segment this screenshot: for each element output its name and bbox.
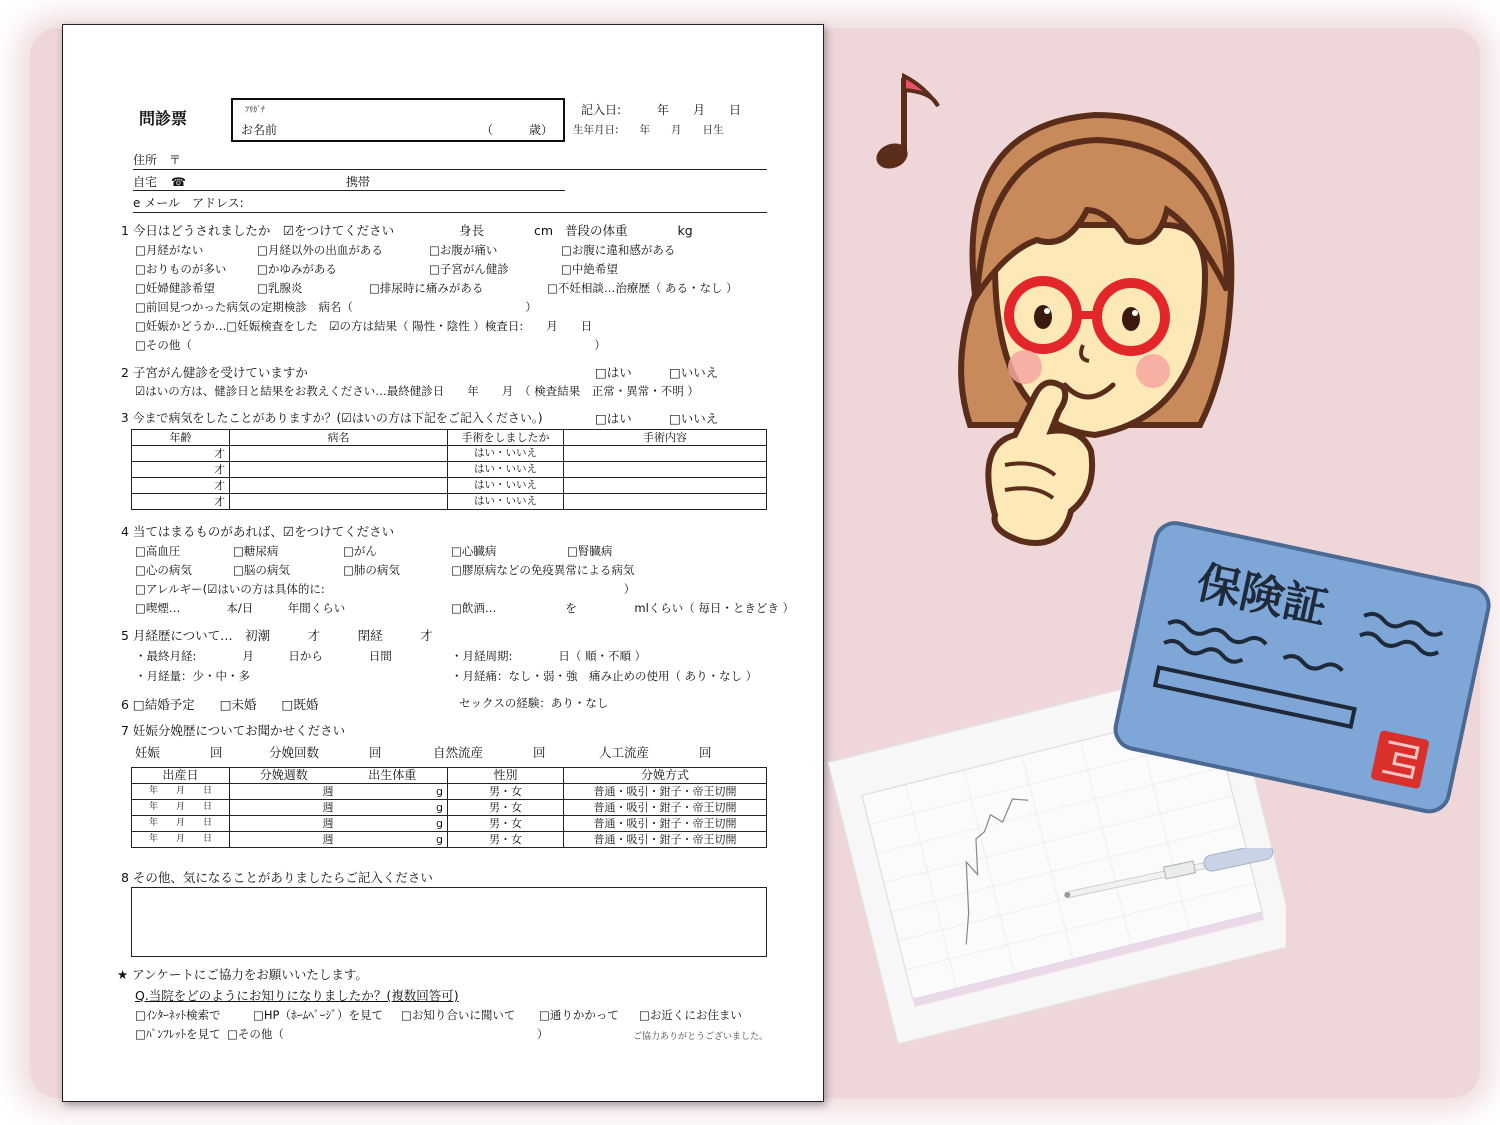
col-header: 年齢: [132, 430, 230, 446]
q4-option[interactable]: □脳の病気: [233, 563, 290, 577]
q3-no[interactable]: □いいえ: [669, 411, 719, 426]
mobile-label: 携帯: [346, 175, 371, 189]
delivery-table: [131, 767, 767, 848]
q1-option[interactable]: □不妊相談…治療歴（ ある・なし ）: [547, 281, 738, 295]
table-row[interactable]: [132, 816, 767, 832]
address-line[interactable]: [133, 169, 767, 170]
q2-yes[interactable]: □はい: [595, 365, 632, 380]
weeks-cell[interactable]: 週: [230, 784, 338, 800]
q1-option[interactable]: □前回見つかった病気の定期検診 病名（ ）: [135, 300, 537, 314]
q4-option[interactable]: □肺の病気: [343, 563, 400, 577]
q4-option[interactable]: □膠原病などの免疫異常による病気: [451, 563, 635, 577]
furigana-label: ﾌﾘｶﾞﾅ: [245, 105, 265, 114]
method-cell[interactable]: 普通・吸引・鉗子・帝王切開: [564, 800, 767, 816]
illness-cell[interactable]: [230, 478, 448, 494]
q1-option[interactable]: □月経がない: [135, 243, 204, 257]
survey-option[interactable]: □通りかかって: [539, 1008, 619, 1022]
col-header: 手術内容: [564, 430, 767, 446]
name-label: お名前: [241, 123, 278, 137]
q6-title: 6 □結婚予定 □未婚 □既婚: [121, 697, 319, 712]
weight-cell[interactable]: g: [338, 816, 448, 832]
q1-option[interactable]: □中絶希望: [561, 262, 618, 276]
q2-detail: ☑はいの方は、健診日と結果をお教えください…最終健診日 年 月 （ 検査結果 正常・異常・不明 ）: [135, 384, 699, 398]
sex-experience: セックスの経験：あり・なし: [459, 696, 609, 710]
surgery-cell[interactable]: はい・いいえ: [448, 446, 564, 462]
surgery-cell[interactable]: はい・いいえ: [448, 462, 564, 478]
q1-option[interactable]: □お腹が痛い: [429, 243, 498, 257]
card-title: 保険証: [1192, 557, 1332, 635]
col-header: 分娩週数: [230, 768, 338, 784]
form-title: 問診票: [139, 109, 188, 128]
col-header: 病名: [230, 430, 448, 446]
surgery-detail-cell[interactable]: [564, 462, 767, 478]
email-label: e メール アドレス:: [133, 196, 244, 210]
last-period: ・最終月経: 月 日から 日間: [135, 649, 392, 663]
period-pain: ・月経痛：なし・弱・強 痛み止めの使用（ あり・なし ）: [451, 669, 758, 683]
table-row[interactable]: [132, 800, 767, 816]
q8-title: 8 その他、気になることがありましたらご記入ください: [121, 870, 433, 885]
stamp-seal: [1370, 730, 1429, 789]
illness-cell[interactable]: [230, 462, 448, 478]
weight-cell[interactable]: g: [338, 800, 448, 816]
sex-cell[interactable]: 男・女: [448, 784, 564, 800]
col-header: 出産日: [132, 768, 230, 784]
q1-title: 1 今日はどうされましたか ☑をつけてください: [121, 223, 395, 238]
age-cell[interactable]: 才: [132, 446, 230, 462]
q1-option[interactable]: □月経以外の出血がある: [257, 243, 383, 257]
miscarriage-count: 自然流産 回: [433, 745, 546, 760]
weeks-cell[interactable]: 週: [230, 816, 338, 832]
sex-cell[interactable]: 男・女: [448, 800, 564, 816]
col-header: 手術をしましたか: [448, 430, 564, 446]
surgery-cell[interactable]: はい・いいえ: [448, 494, 564, 510]
q1-option[interactable]: □おりものが多い: [135, 262, 227, 276]
q4-title: 4 当てはまるものがあれば、☑をつけてください: [121, 524, 395, 539]
delivery-count: 分娩回数 回: [269, 745, 382, 760]
q1-option[interactable]: □排尿時に痛みがある: [369, 281, 484, 295]
q4-option[interactable]: □心臓病: [451, 544, 497, 558]
weight-field: 普段の体重 kg: [565, 223, 693, 238]
allergy-option[interactable]: □アレルギー(☑はいの方は具体的に: ）: [135, 582, 636, 596]
table-row[interactable]: [132, 446, 767, 462]
table-header-row: [132, 768, 767, 784]
q2-no[interactable]: □いいえ: [669, 365, 719, 380]
col-header: 出生体重: [338, 768, 448, 784]
survey-option[interactable]: □お近くにお住まい: [639, 1008, 742, 1022]
drinking-option[interactable]: □飲酒… を mlくらい（ 毎日・ときどき ）: [451, 601, 795, 615]
smoking-option[interactable]: □喫煙… 本/日 年間くらい: [135, 601, 346, 615]
table-row[interactable]: [132, 832, 767, 848]
survey-option[interactable]: □お知り合いに聞いて: [401, 1008, 516, 1022]
comment-textarea[interactable]: [131, 887, 767, 957]
survey-option[interactable]: □HP（ﾎｰﾑﾍﾟｰｼﾞ）を見て: [253, 1008, 383, 1022]
sex-cell[interactable]: 男・女: [448, 832, 564, 848]
date-cell[interactable]: 年 月 日: [132, 816, 230, 832]
weeks-cell[interactable]: 週: [230, 800, 338, 816]
period-amount: ・月経量：少・中・多: [135, 669, 250, 683]
period-cycle: ・月経周期: 日（ 順・不順 ）: [451, 649, 647, 663]
thermometer: [1055, 848, 1285, 898]
q1-option[interactable]: □お腹に違和感がある: [561, 243, 676, 257]
address-label: 住所 〒: [133, 153, 182, 167]
method-cell[interactable]: 普通・吸引・鉗子・帝王切開: [564, 816, 767, 832]
q1-option[interactable]: □その他（ ）: [135, 338, 606, 352]
q1-option[interactable]: □乳腺炎: [257, 281, 303, 295]
abortion-count: 人工流産 回: [599, 745, 712, 760]
surgery-detail-cell[interactable]: [564, 446, 767, 462]
table-row[interactable]: [132, 784, 767, 800]
weight-cell[interactable]: g: [338, 784, 448, 800]
sex-cell[interactable]: 男・女: [448, 816, 564, 832]
home-phone-label: 自宅: [133, 175, 158, 189]
age-cell[interactable]: 才: [132, 462, 230, 478]
table-row[interactable]: [132, 462, 767, 478]
surgery-detail-cell[interactable]: [564, 478, 767, 494]
questionnaire-sheet: [62, 24, 824, 1102]
table-row[interactable]: [132, 478, 767, 494]
q3-yes[interactable]: □はい: [595, 411, 632, 426]
surgery-detail-cell[interactable]: [564, 494, 767, 510]
girl-with-glasses: [935, 95, 1245, 615]
method-cell[interactable]: 普通・吸引・鉗子・帝王切開: [564, 832, 767, 848]
q4-option[interactable]: □がん: [343, 544, 377, 558]
height-field: 身長 cm: [459, 223, 554, 238]
age-cell[interactable]: 才: [132, 478, 230, 494]
q3-title: 3 今まで病気をしたことがありますか？(☑はいの方は下記をご記入ください。): [121, 411, 543, 425]
thanks-note: ご協力ありがとうございました。: [633, 1032, 769, 1042]
q1-option[interactable]: □妊婦健診希望: [135, 281, 215, 295]
phone-line[interactable]: [133, 190, 565, 191]
table-header-row: [132, 430, 767, 446]
survey-option[interactable]: □ﾊﾟﾝﾌﾚｯﾄを見て: [135, 1027, 221, 1041]
illness-cell[interactable]: [230, 446, 448, 462]
col-header: 分娩方式: [564, 768, 767, 784]
date-cell[interactable]: 年 月 日: [132, 832, 230, 848]
phone-icon: ☎: [171, 175, 186, 189]
weeks-cell[interactable]: 週: [230, 832, 338, 848]
surgery-cell[interactable]: はい・いいえ: [448, 478, 564, 494]
q4-option[interactable]: □心の病気: [135, 563, 192, 577]
illness-cell[interactable]: [230, 494, 448, 510]
pregnancy-count: 妊娠 回: [135, 745, 223, 760]
q1-option[interactable]: □妊娠かどうか…□妊娠検査をした ☑の方は結果（ 陽性・陰性 ）検査日: 月 日: [135, 319, 593, 333]
weight-cell[interactable]: g: [338, 832, 448, 848]
q2-title: 2 子宮がん健診を受けていますか: [121, 365, 308, 380]
date-cell[interactable]: 年 月 日: [132, 784, 230, 800]
q4-option[interactable]: □高血圧: [135, 544, 181, 558]
q1-option[interactable]: □子宮がん健診: [429, 262, 509, 276]
age-label: （ 歳）: [481, 123, 554, 137]
survey-option[interactable]: □その他（ ）: [227, 1027, 549, 1041]
survey-question: Q.当院をどのようにお知りになりましたか？(複数回答可): [135, 988, 459, 1003]
q7-title: 7 妊娠分娩歴についてお聞かせください: [121, 723, 346, 738]
birthdate: 生年月日: 年 月 日生: [573, 124, 724, 136]
col-header: 性別: [448, 768, 564, 784]
date-cell[interactable]: 年 月 日: [132, 800, 230, 816]
survey-title: ★ アンケートにご協力をお願いいたします。: [117, 967, 368, 982]
method-cell[interactable]: 普通・吸引・鉗子・帝王切開: [564, 784, 767, 800]
date-filled: 記入日: 年 月 日: [581, 103, 742, 117]
q4-option[interactable]: □糖尿病: [233, 544, 279, 558]
email-line[interactable]: [133, 212, 767, 213]
survey-option[interactable]: □ｲﾝﾀｰﾈｯﾄ検索で: [135, 1008, 221, 1022]
table-row[interactable]: [132, 494, 767, 510]
q5-title: 5 月経歴について… 初潮 才 閉経 才: [121, 628, 433, 643]
age-cell[interactable]: 才: [132, 494, 230, 510]
q1-option[interactable]: □かゆみがある: [257, 262, 337, 276]
illness-table: [131, 429, 767, 510]
q4-option[interactable]: □腎臓病: [567, 544, 613, 558]
